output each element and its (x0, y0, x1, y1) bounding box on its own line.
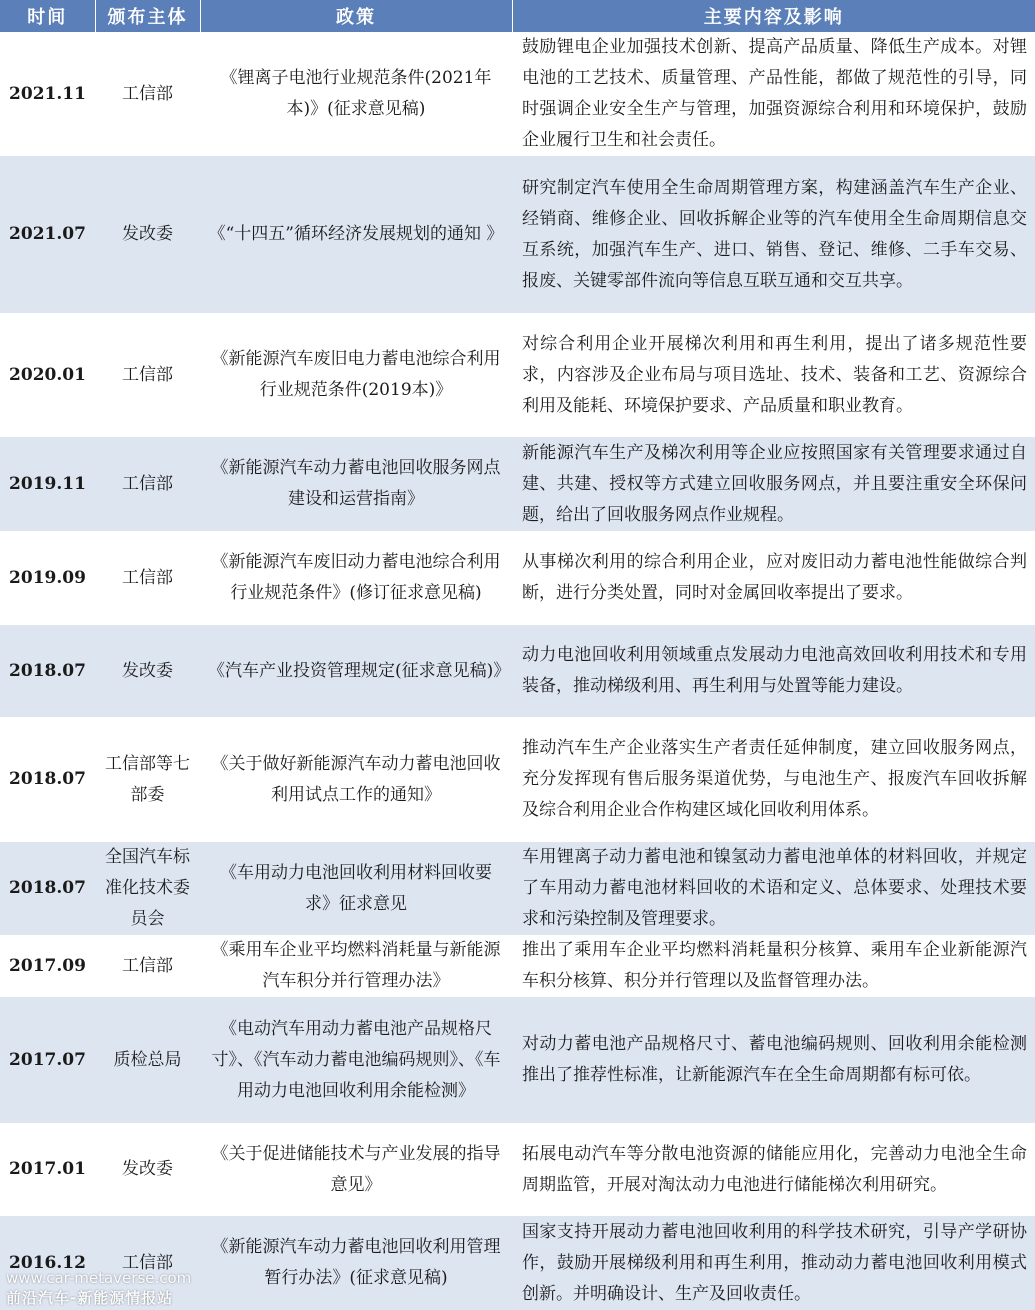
cell-date: 2017.07 (0, 997, 95, 1123)
cell-date: 2017.01 (0, 1123, 95, 1216)
watermark-url: www.car-metaverse.com (6, 1269, 192, 1287)
cell-issuer: 发改委 (95, 625, 200, 717)
table-row (0, 1123, 1035, 1216)
cell-issuer: 工信部 (95, 935, 200, 997)
table-row (0, 531, 1035, 625)
cell-content: 鼓励锂电企业加强技术创新、提高产品质量、降低生产成本。对锂电池的工艺技术、质量管理、产品性能，都做了规范性的引导，同时强调企业安全生产与管理，加强资源综合利用和环境保护，鼓励企业履行卫生和社会责任。 (512, 32, 1035, 156)
header-content: 主要内容及影响 (512, 0, 1035, 32)
cell-date: 2019.11 (0, 437, 95, 531)
cell-date: 2016.12 (0, 1216, 95, 1310)
cell-issuer: 工信部 (95, 1216, 200, 1310)
cell-policy: 《新能源汽车废旧电力蓄电池综合利用行业规范条件(2019本)》 (200, 313, 512, 437)
cell-issuer: 工信部 (95, 531, 200, 625)
cell-issuer: 工信部 (95, 437, 200, 531)
cell-policy: 《汽车产业投资管理规定(征求意见稿)》 (200, 625, 512, 717)
cell-content: 对综合利用企业开展梯次利用和再生利用，提出了诸多规范性要求，内容涉及企业布局与项目选址、技术、装备和工艺、资源综合利用及能耗、环境保护要求、产品质量和职业教育。 (512, 313, 1035, 437)
table-header-row (0, 0, 1035, 32)
table-row (0, 313, 1035, 437)
table-row (0, 935, 1035, 997)
cell-content: 车用锂离子动力蓄电池和镍氢动力蓄电池单体的材料回收，并规定了车用动力蓄电池材料回收的术语和定义、总体要求、处理技术要求和污染控制及管理要求。 (512, 842, 1035, 935)
cell-policy: 《“十四五”循环经济发展规划的通知 》 (200, 156, 512, 313)
cell-policy: 《锂离子电池行业规范条件(2021年本)》(征求意见稿) (200, 32, 512, 156)
cell-issuer: 工信部 (95, 313, 200, 437)
cell-content: 对动力蓄电池产品规格尺寸、蓄电池编码规则、回收利用余能检测推出了推荐性标准，让新能源汽车在全生命周期都有标可依。 (512, 997, 1035, 1123)
cell-issuer: 发改委 (95, 156, 200, 313)
cell-issuer: 质检总局 (95, 997, 200, 1123)
cell-date: 2018.07 (0, 842, 95, 935)
cell-issuer: 全国汽车标准化技术委员会 (95, 842, 200, 935)
cell-date: 2018.07 (0, 717, 95, 842)
cell-content: 推出了乘用车企业平均燃料消耗量积分核算、乘用车企业新能源汽车积分核算、积分并行管理以及监督管理办法。 (512, 935, 1035, 997)
cell-date: 2019.09 (0, 531, 95, 625)
header-policy: 政策 (200, 0, 512, 32)
cell-policy: 《乘用车企业平均燃料消耗量与新能源汽车积分并行管理办法》 (200, 935, 512, 997)
cell-issuer: 工信部等七部委 (95, 717, 200, 842)
cell-content: 拓展电动汽车等分散电池资源的储能应用化，完善动力电池全生命周期监管，开展对淘汰动力电池进行储能梯次利用研究。 (512, 1123, 1035, 1216)
cell-content: 推动汽车生产企业落实生产者责任延伸制度，建立回收服务网点，充分发挥现有售后服务渠道优势，与电池生产、报废汽车回收拆解及综合利用企业合作构建区域化回收利用体系。 (512, 717, 1035, 842)
cell-content: 研究制定汽车使用全生命周期管理方案，构建涵盖汽车生产企业、经销商、维修企业、回收拆解企业等的汽车使用全生命周期信息交互系统，加强汽车生产、进口、销售、登记、维修、二手车交易、报废、关键零部件流向等信息互联互通和交互共享。 (512, 156, 1035, 313)
cell-content: 国家支持开展动力蓄电池回收利用的科学技术研究，引导产学研协作，鼓励开展梯级利用和再生利用，推动动力蓄电池回收利用模式创新。并明确设计、生产及回收责任。 (512, 1216, 1035, 1310)
cell-issuer: 发改委 (95, 1123, 200, 1216)
table-row (0, 717, 1035, 842)
table-row (0, 842, 1035, 935)
table-row (0, 625, 1035, 717)
cell-date: 2018.07 (0, 625, 95, 717)
cell-policy: 《新能源汽车废旧动力蓄电池综合利用行业规范条件》(修订征求意见稿) (200, 531, 512, 625)
table-row (0, 156, 1035, 313)
header-issuer: 颁布主体 (95, 0, 200, 32)
cell-policy: 《电动汽车用动力蓄电池产品规格尺寸》、《汽车动力蓄电池编码规则》、《车用动力电池回收利用余能检测》 (200, 997, 512, 1123)
table-row (0, 437, 1035, 531)
table-row (0, 997, 1035, 1123)
cell-content: 从事梯次利用的综合利用企业，应对废旧动力蓄电池性能做综合判断，进行分类处置，同时对金属回收率提出了要求。 (512, 531, 1035, 625)
cell-issuer: 工信部 (95, 32, 200, 156)
cell-content: 动力电池回收利用领域重点发展动力电池高效回收利用技术和专用装备，推动梯级利用、再生利用与处置等能力建设。 (512, 625, 1035, 717)
watermark (6, 1269, 191, 1308)
cell-date: 2021.11 (0, 32, 95, 156)
cell-date: 2021.07 (0, 156, 95, 313)
watermark-name: 前沿汽车-新能源情报站 (6, 1289, 174, 1307)
cell-policy: 《新能源汽车动力蓄电池回收利用管理暂行办法》(征求意见稿) (200, 1216, 512, 1310)
cell-policy: 《关于促进储能技术与产业发展的指导意见》 (200, 1123, 512, 1216)
cell-date: 2017.09 (0, 935, 95, 997)
cell-policy: 《车用动力电池回收利用材料回收要求》征求意见 (200, 842, 512, 935)
cell-policy: 《关于做好新能源汽车动力蓄电池回收利用试点工作的通知》 (200, 717, 512, 842)
header-time: 时间 (0, 0, 95, 32)
cell-content: 新能源汽车生产及梯次利用等企业应按照国家有关管理要求通过自建、共建、授权等方式建立回收服务网点，并且要注重安全环保问题，给出了回收服务网点作业规程。 (512, 437, 1035, 531)
cell-policy: 《新能源汽车动力蓄电池回收服务网点建设和运营指南》 (200, 437, 512, 531)
table-row (0, 32, 1035, 156)
cell-date: 2020.01 (0, 313, 95, 437)
